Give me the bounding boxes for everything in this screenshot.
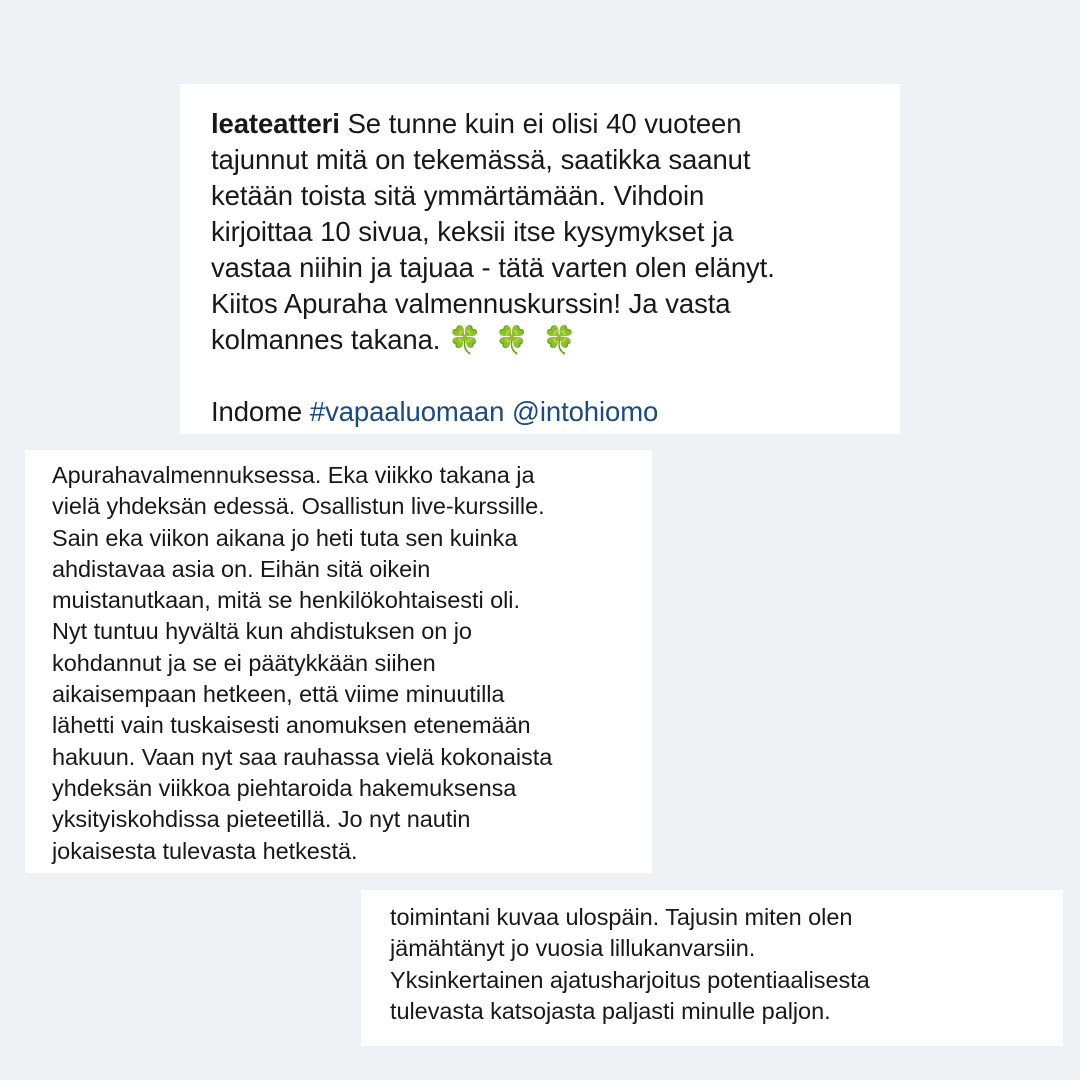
caption-card-top [180,84,900,434]
caption-text-top [211,106,874,430]
caption-line: Nyt tuntuu hyvältä kun ahdistuksen on jo [52,618,472,645]
caption-line: Apurahavalmennuksessa. Eka viikko takana ja [52,462,535,488]
caption-line: kohdannut ja se ei päätykkään siihen [52,649,436,676]
caption-blank-line [211,358,874,394]
caption-line: Se tunne kuin ei olisi 40 vuoteen [339,108,742,139]
footer-separator [504,396,512,427]
caption-line: kolmannes takana. [211,324,449,355]
caption-line: muistanutkaan, mitä se henkilökohtaisesti oli. [52,587,520,614]
four-leaf-clover-icon: 🍀 🍀 🍀 [448,325,580,355]
caption-line: yksityiskohdissa pieteetillä. Jo nyt nautin [52,806,471,833]
caption-card-middle [25,450,652,873]
username-label[interactable]: leateatteri [211,108,340,139]
caption-text-middle [52,460,636,867]
caption-line: vastaa niihin ja tajuaa - tätä varten olen elänyt. [211,252,775,283]
caption-line: jokaisesta tulevasta hetkestä. [52,837,358,864]
caption-line: lähetti vain tuskaisesti anomuksen etenemään [52,712,531,739]
caption-line: yhdeksän viikkoa piehtaroida hakemuksensa [52,774,517,801]
caption-line: kirjoittaa 10 sivua, keksii itse kysymykset ja [211,216,734,247]
caption-line: jämähtänyt jo vuosia lillukanvarsiin. [390,935,756,962]
caption-line: Kiitos Apuraha valmennuskurssin! Ja vasta [211,288,731,319]
caption-line: tulevasta katsojasta paljasti minulle paljon. [390,997,831,1024]
caption-line: hakuun. Vaan nyt saa rauhassa vielä kokonaista [52,743,553,770]
caption-line: ketään toista sitä ymmärtämään. Vihdoin [211,180,705,211]
caption-footer-prefix: Indome [211,396,310,427]
caption-line: Yksinkertainen ajatusharjoitus potentiaalisesta [390,966,870,993]
caption-line: aikaisempaan hetkeen, että viime minuutilla [52,681,505,708]
caption-line: Sain eka viikon aikana jo heti tuta sen kuinka [52,524,518,551]
caption-line: tajunnut mitä on tekemässä, saatikka saanut [211,144,751,175]
mention-link[interactable]: @intohiomo [512,396,659,427]
caption-line: toimintani kuvaa ulospäin. Tajusin miten olen [390,904,853,930]
caption-line: ahdistavaa asia on. Eihän sitä oikein [52,555,431,582]
caption-card-bottom [361,890,1063,1046]
hashtag-link[interactable]: #vapaaluomaan [309,396,505,427]
caption-line: vielä yhdeksän edessä. Osallistun live-kurssille. [52,493,545,520]
caption-text-bottom [390,902,1047,1027]
